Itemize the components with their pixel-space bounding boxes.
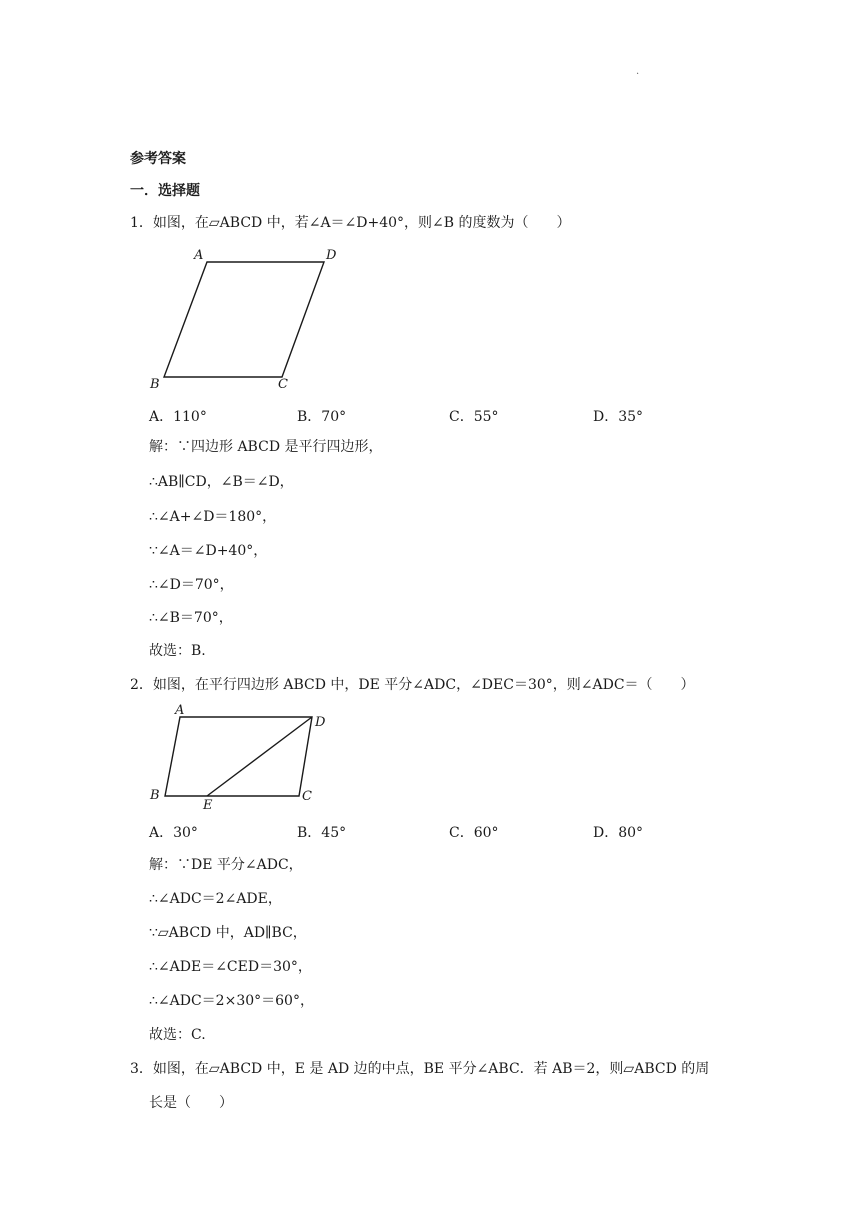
- q2-segment-de: [207, 717, 312, 796]
- q2-parallelogram: [165, 717, 312, 796]
- q1-solution-line: 解：∵四边形 ABCD 是平行四边形，: [149, 439, 383, 455]
- q1-solution-line: ∴∠B＝70°，: [149, 610, 233, 626]
- answer-title: 参考答案: [130, 151, 186, 167]
- q1-parallelogram: [164, 262, 324, 377]
- q1-stem: 1．如图，在▱ABCD 中，若∠A＝∠D+40°，则∠B 的度数为（ ）: [130, 215, 571, 231]
- q2-parallelogram-figure: [140, 700, 360, 815]
- q1-label-c: C: [278, 377, 288, 392]
- q2-label-e: E: [203, 798, 213, 813]
- header-mark: .: [636, 66, 640, 77]
- q2-solution-line: ∴∠ADC＝2∠ADE，: [149, 891, 282, 907]
- q1-parallelogram-figure: [140, 240, 360, 395]
- q3-stem-line1: 3．如图，在▱ABCD 中，E 是 AD 边的中点，BE 平分∠ABC．若 AB＝2，则▱ABCD 的周: [130, 1061, 710, 1077]
- q2-label-a: A: [175, 703, 185, 718]
- q2-solution-line: ∴∠ADC＝2×30°＝60°，: [149, 993, 314, 1009]
- q2-option-a: A．30°: [149, 825, 198, 841]
- q1-label-d: D: [326, 248, 337, 263]
- q1-option-d: D．35°: [593, 409, 644, 425]
- q2-option-b: B．45°: [297, 825, 347, 841]
- q2-option-d: D．80°: [593, 825, 644, 841]
- q2-label-c: C: [302, 789, 312, 804]
- q2-solution-line: ∵▱ABCD 中，AD∥BC，: [149, 925, 307, 941]
- q2-label-b: B: [150, 788, 160, 803]
- q2-solution-line: 故选：C.: [149, 1027, 206, 1043]
- q1-solution-line: ∴∠D＝70°，: [149, 577, 234, 593]
- q2-stem: 2．如图，在平行四边形 ABCD 中，DE 平分∠ADC，∠DEC＝30°，则∠ADC＝（ ）: [130, 677, 695, 693]
- q1-label-b: B: [150, 377, 160, 392]
- q2-label-d: D: [315, 715, 326, 730]
- q1-option-c: C．55°: [449, 409, 499, 425]
- q3-stem-line2: 长是（ ）: [149, 1095, 233, 1111]
- q2-solution-line: 解：∵DE 平分∠ADC，: [149, 857, 303, 873]
- q1-solution-line: 故选：B.: [149, 643, 206, 659]
- q1-solution-line: ∴AB∥CD，∠B＝∠D，: [149, 474, 294, 490]
- q1-option-b: B．70°: [297, 409, 347, 425]
- q2-solution-line: ∴∠ADE＝∠CED＝30°，: [149, 959, 312, 975]
- q1-solution-line: ∴∠A+∠D＝180°，: [149, 509, 277, 525]
- q1-label-a: A: [194, 248, 204, 263]
- q1-option-a: A．110°: [149, 409, 207, 425]
- q1-solution-line: ∵∠A＝∠D+40°，: [149, 543, 268, 559]
- section-heading: 一．选择题: [130, 183, 200, 199]
- q2-option-c: C．60°: [449, 825, 499, 841]
